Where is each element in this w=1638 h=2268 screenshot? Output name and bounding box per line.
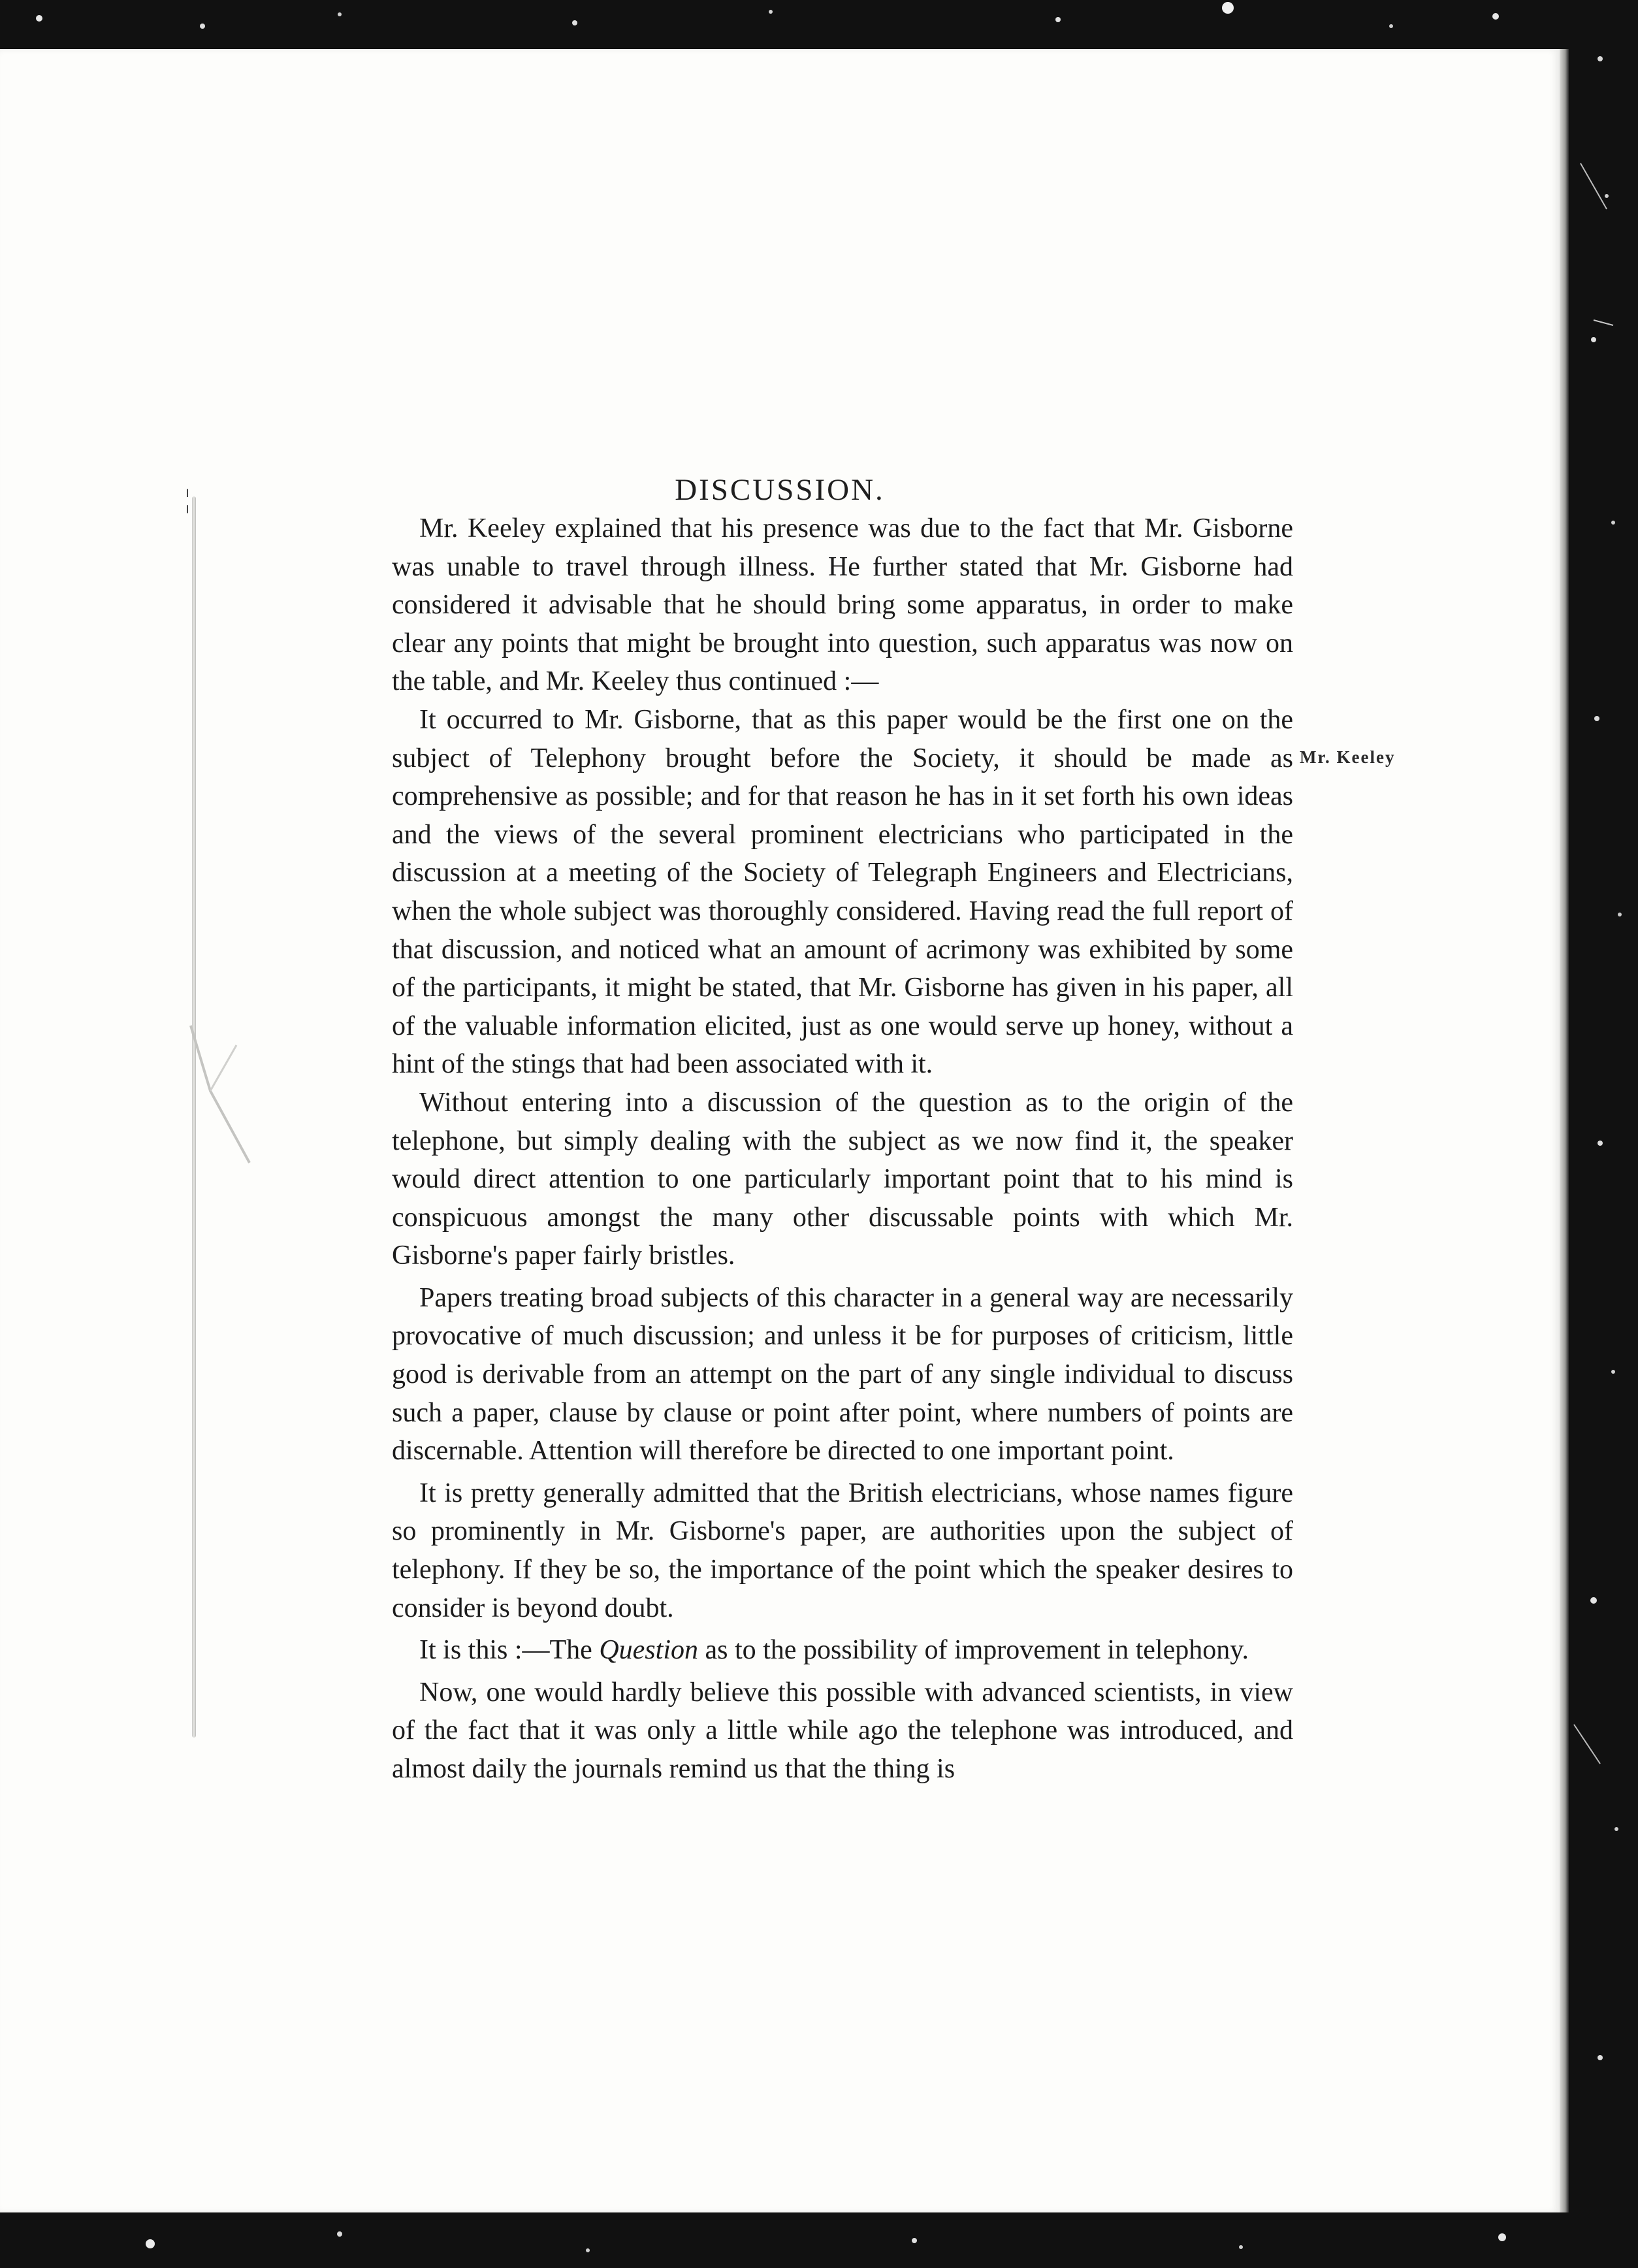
paragraph: Mr. Keeley explained that his presence was due to the fact that Mr. Gisborne was unable to travel through illness. He further stated that Mr. Gisborne had considered it advisable that he should bring some apparatus, in order to make clear any points that might be brought into question, such apparatus was now on the table, and Mr. Keeley thus continued :— [392, 513, 1293, 697]
paragraph-text: It is this :—The [419, 1635, 600, 1666]
paragraph [392, 1631, 1293, 1670]
paragraph: Now, one would hardly believe this possible with advanced scientists, in view of the fact that it was only a little while ago the telephone was introduced, and almost daily the journals remind us that the thing is [392, 1677, 1293, 1784]
binding-crease-mark [184, 1019, 263, 1169]
paragraph-text: as to the possibility of improvement in telephony. [698, 1635, 1249, 1666]
marginal-speaker-note: Mr. Keeley [1300, 747, 1396, 767]
paragraph: Without entering into a discussion of the question as to the origin of the telephone, but simply dealing with the subject as we now find it, the speaker would direct attention to one particularly important point that to his mind is conspicuous amongst the many other discussable points with which Mr. Gisborne's paper fairly bristles. [392, 1087, 1293, 1271]
page-edge-shadow [1560, 49, 1569, 2212]
paragraph: It occurred to Mr. Gisborne, that as this paper would be the first one on the subject of Telephony brought before the Society, it should be made as comprehensive as possible; and for that reason he has in it set forth his own ideas and the views of the several prominent electricians who participated in the discussion at a meeting of the Society of Telegraph Engineers and Electricians, when the whole subject was thoroughly considered. Having read the full report of that discussion, and noticed what an amount of acrimony was exhibited by some of the participants, it might be stated, that Mr. Gisborne has given in his paper, all of the valuable information elicited, just as one would serve up honey, without a hint of the stings that had been associated with it. [392, 704, 1293, 1080]
discussion-body [392, 510, 1293, 1789]
italic-term: Question [599, 1635, 698, 1666]
margin-mark: ¦ [185, 484, 191, 513]
paragraph: It is pretty generally admitted that the British electricians, whose names figure so prominently in Mr. Gisborne's paper, are authorities upon the subject of telephony. If they be so, the importance of the point which the speaker desires to consider is beyond doubt. [392, 1478, 1293, 1623]
page-title: DISCUSSION. [675, 473, 885, 507]
paragraph: Papers treating broad subjects of this character in a general way are necessarily provocative of much discussion; and unless it be for purposes of criticism, little good is derivable from an attempt on the part of any single individual to discuss such a paper, clause by clause or point after point, where numbers of points are discernable. Attention will therefore be directed to one important point. [392, 1282, 1293, 1466]
